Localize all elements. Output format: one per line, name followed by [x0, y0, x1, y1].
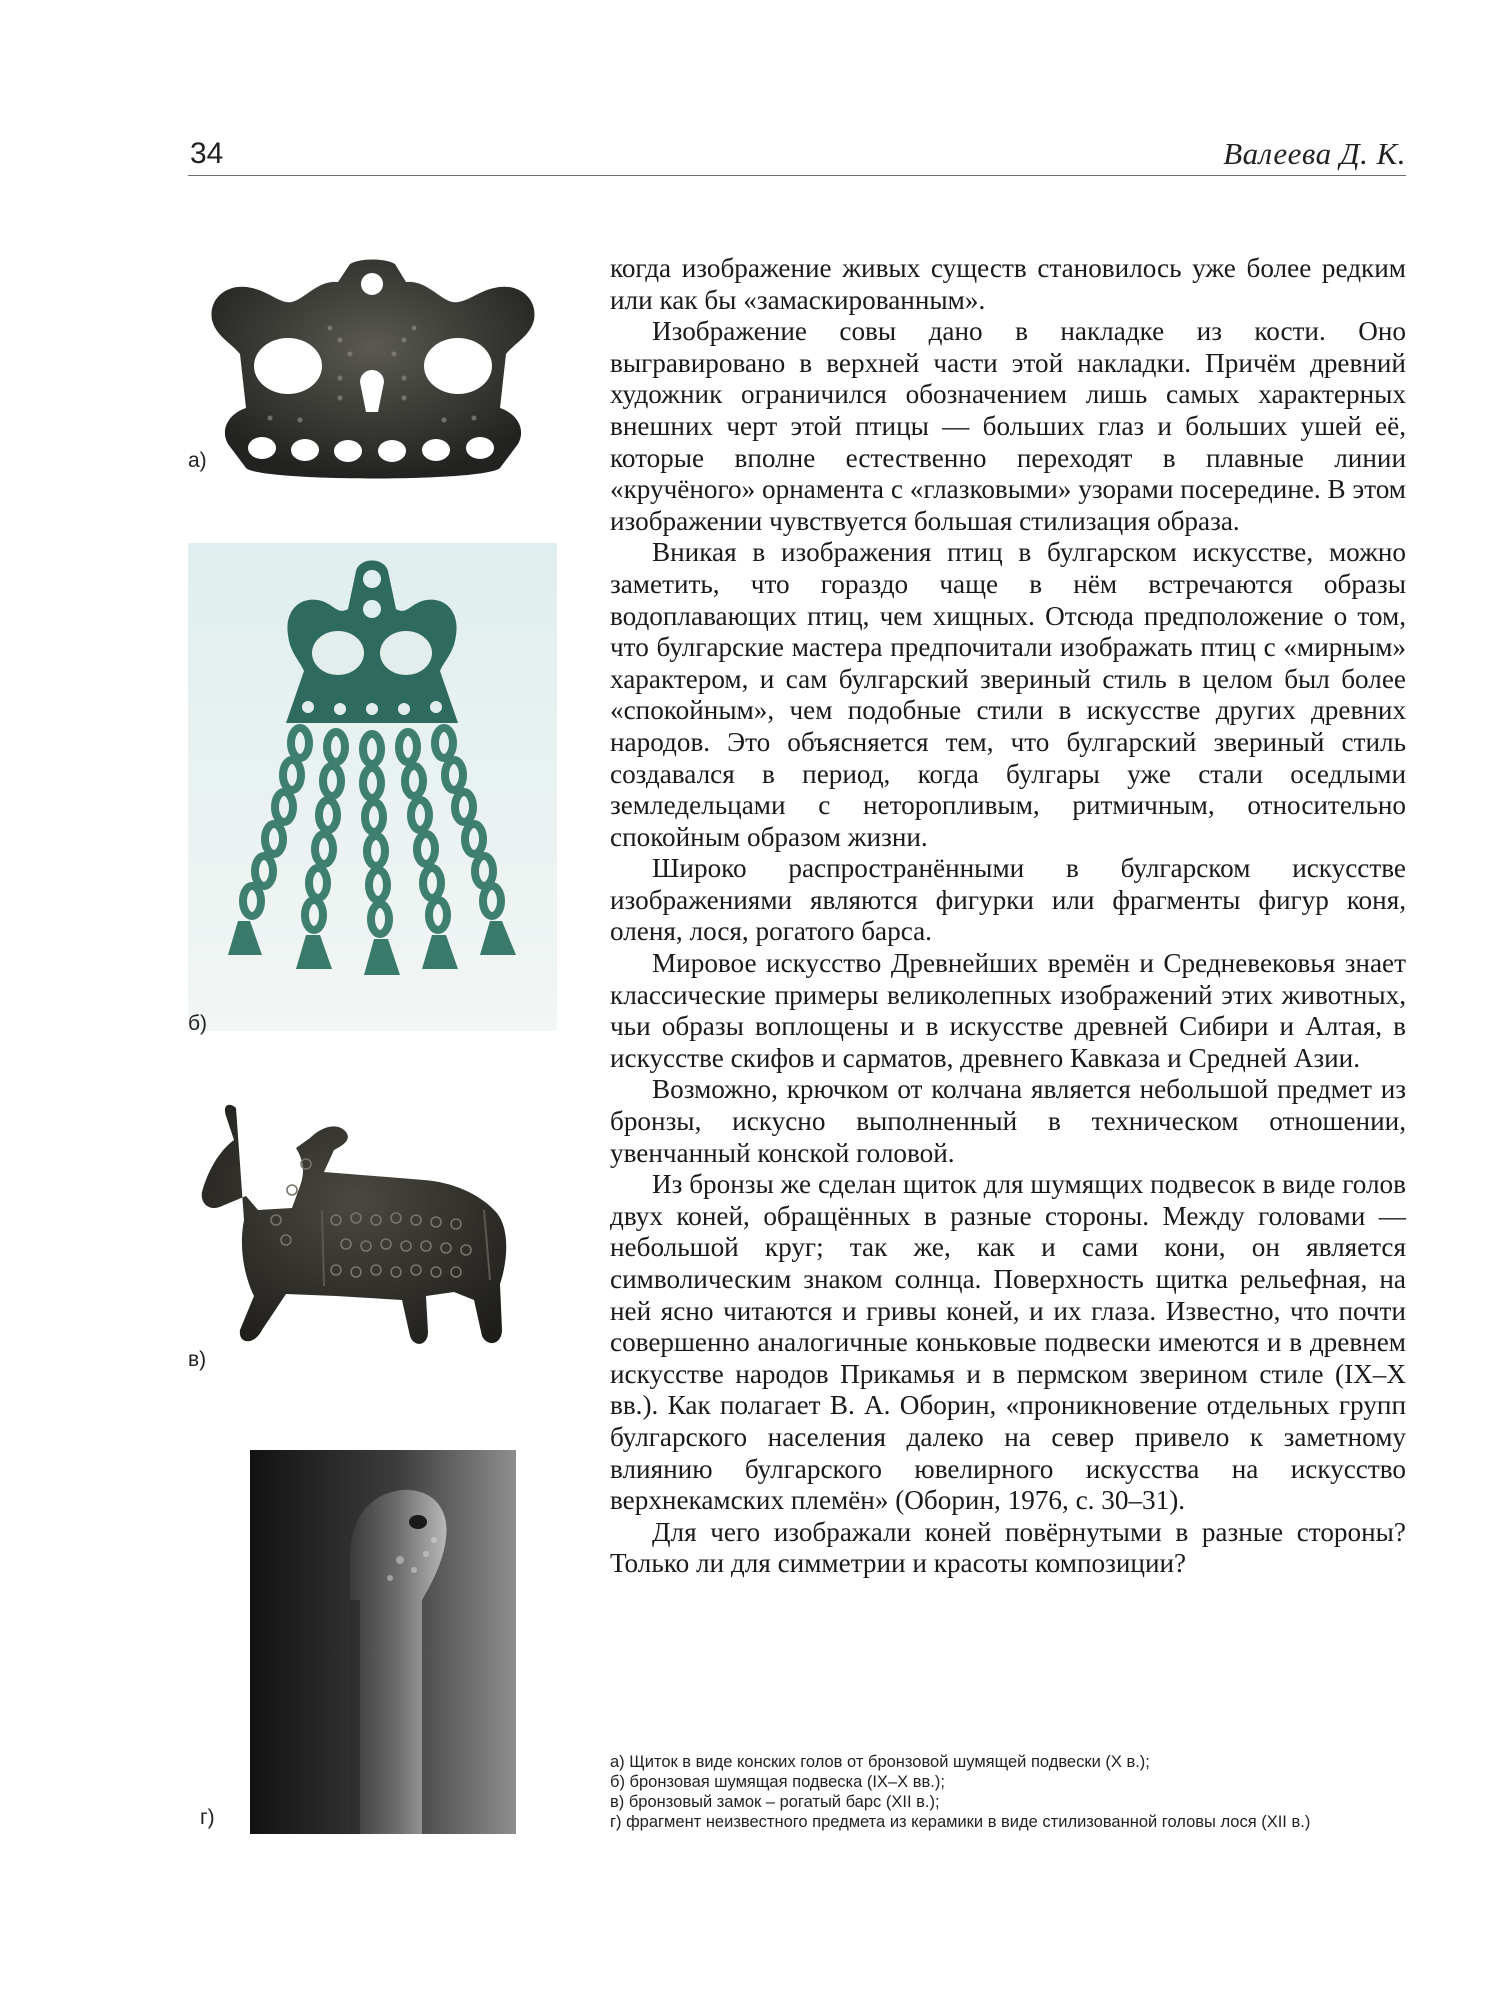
- figure-captions: [610, 1752, 1410, 1832]
- figure-label-c: в): [188, 1348, 207, 1371]
- elk-head-fragment-image: [250, 1450, 516, 1834]
- running-header: [188, 133, 1406, 176]
- caption-a: а) Щиток в виде конских голов от бронзовой шумящей подвески (X в.);: [610, 1753, 1150, 1771]
- paragraph: Вникая в изображения птиц в булгарском искусстве, можно заметить, что гораздо чаще в нём встречаются образы водоплавающих птиц, чем хищных. Отсюда предположение о том, что булгарские мастера предпочитали изображать птиц с «мирным» характером, и сам булгарский звериный стиль в целом был более «спокойным», чем подобные стили в искусстве других древних народов. Это объясняется тем, что булгарский звериный стиль создавался в период, когда булгары уже стали оседлыми земледельцами с неторопливым, ритмичным, относительно спокойным образом жизни.: [610, 537, 1406, 852]
- figure-label-b: б): [188, 1012, 208, 1035]
- horse-heads-plaque-image: [200, 258, 545, 490]
- paragraph: Из бронзы же сделан щиток для шумящих подвесок в виде голов двух коней, обращённых в разные стороны. Между головами — небольшой круг; так же, как и сами кони, он является символическим знаком солнца. Поверхность щитка рельефная, на ней ясно читаются и гривы коней, и их глаза. Известно, что почти совершенно аналогичные коньковые подвески имеются и в древнем искусстве народов Прикамья и в пермском зверином стиле (IX–X вв.). Как полагает В. А. Оборин, «проникновение отдельных групп булгарского населения далеко на север привело к заметному влиянию булгарского ювелирного искусства на искусство верхнекамских племён» (Оборин, 1976, с. 30–31).: [610, 1169, 1406, 1516]
- paragraph: Мировое искусство Древнейших времён и Средневековья знает классические примеры великолепных изображений этих животных, чьи образы воплощены и в искусстве древней Сибири и Алтая, в искусстве скифов и сарматов, древнего Кавказа и Средней Азии.: [610, 948, 1406, 1073]
- figure-label-d: г): [200, 1806, 215, 1829]
- caption-c: в) бронзовый замок – рогатый барс (XII в.);: [610, 1793, 940, 1811]
- horned-leopard-lock-image: [196, 1100, 558, 1362]
- pendant-with-chains-image: [188, 543, 557, 1031]
- paragraph: Изображение совы дано в накладке из кости. Оно выгравировано в верхней части этой накладки. Причём древний художник ограничился обозначением лишь самых характерных внешних черт этой птицы — больших глаз и больших ушей её, которые вполне естественно переходят в плавные линии «кручёного» орнамента с «глазковыми» узорами посередине. В этом изображении чувствуется большая стилизация образа.: [610, 316, 1406, 536]
- page-number: 34: [190, 137, 224, 170]
- figure-label-a: а): [188, 449, 207, 472]
- paragraph: Возможно, крючком от колчана является небольшой предмет из бронзы, искусно выполненный в техническом отношении, увенчанный конской головой.: [610, 1074, 1406, 1168]
- paragraph: Для чего изображали коней повёрнутыми в разные стороны? Только ли для симметрии и красоты композиции?: [610, 1516, 1406, 1579]
- paragraph: Широко распространёнными в булгарском искусстве изображениями являются фигурки или фрагменты фигур коня, оленя, лося, рогатого барса.: [610, 853, 1406, 947]
- body-text: [610, 253, 1406, 1580]
- paragraph: когда изображение живых существ становилось уже более редким или как бы «замаскированным».: [610, 253, 1406, 315]
- caption-d: г) фрагмент неизвестного предмета из керамики в виде стилизованной головы лося (XII в.): [610, 1813, 1311, 1831]
- running-head-author: Валеева Д. К.: [1223, 136, 1406, 171]
- caption-b: б) бронзовая шумящая подвеска (IX–X вв.);: [610, 1773, 945, 1791]
